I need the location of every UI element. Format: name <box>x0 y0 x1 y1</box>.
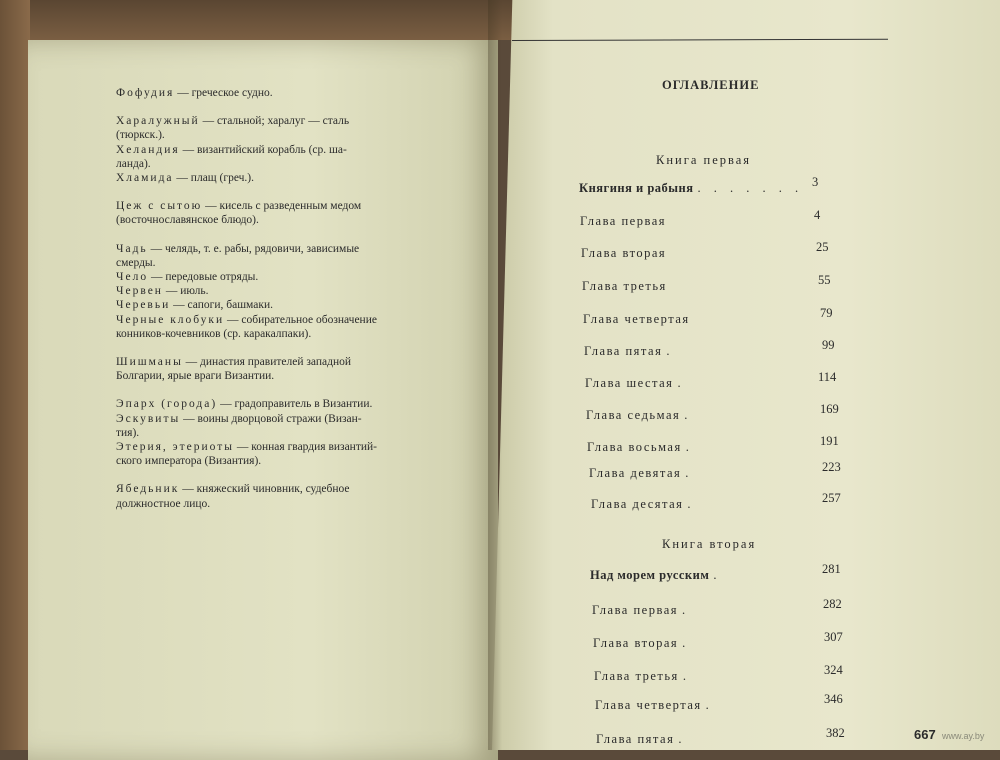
toc-row <box>594 663 843 684</box>
glossary-entry: Шишманы — династия правителей западной Болгарии, ярые враги Византии. <box>116 356 352 383</box>
toc-row-label: Глава четвертая <box>595 698 702 712</box>
toc-row-page: 169 <box>820 402 839 416</box>
toc-row <box>591 491 841 512</box>
toc-row <box>587 434 839 455</box>
toc-row <box>595 692 843 713</box>
toc-row-dots: . <box>682 669 691 683</box>
toc-row-page: 114 <box>818 370 837 384</box>
glossary-entry: Чело — передовые отряды. <box>116 271 259 284</box>
glossary-entry: Эскувиты — воины дворцовой стражи (Визан- тия). <box>116 412 362 439</box>
glossary-entry: Черевьи — сапоги, башмаки. <box>116 299 273 312</box>
glossary-entry: Чадь — челядь, т. е. рабы, рядовичи, зависимые смерды. <box>116 242 360 269</box>
toc-row-dots: . <box>682 636 691 650</box>
toc-row-dots: . <box>682 603 691 617</box>
toc-row-label: Глава третья <box>594 669 679 683</box>
glossary-entry: Этерия, этериоты — конная гвардия византий- ского императора (Византия). <box>116 441 377 468</box>
toc-title: ОГЛАВЛЕНИЕ <box>662 78 760 92</box>
glossary-entry: Хламида — плащ (греч.). <box>116 172 255 185</box>
toc-row-label: Глава седьмая <box>586 408 681 422</box>
toc-row-dots: . <box>713 568 722 582</box>
toc-row-label: Глава третья <box>582 279 667 293</box>
toc-row-page: 346 <box>824 692 843 706</box>
toc-row-label: Глава пятая <box>596 732 675 746</box>
toc-row-page: 257 <box>822 491 841 505</box>
toc-row <box>580 208 821 229</box>
toc-row-label: Глава первая <box>592 603 679 617</box>
book-two-heading: Книга вторая <box>662 537 757 551</box>
toc-row <box>579 175 819 196</box>
toc-row-page: 282 <box>823 597 842 611</box>
toc-row <box>585 370 837 391</box>
glossary <box>116 86 436 511</box>
glossary-entry: Черные клобуки — собирательное обозначение конников-кочевников (ср. каракалпаки). <box>116 313 377 340</box>
glossary-entry: Эпарх (города) — градоправитель в Византии. <box>116 398 373 411</box>
toc-row-dots: . <box>684 408 693 422</box>
toc-row <box>582 273 831 294</box>
toc-row-dots: . <box>687 497 696 511</box>
toc-row-dots: . <box>685 440 694 454</box>
toc-row-page: 25 <box>816 240 829 254</box>
desk-edge <box>0 0 30 750</box>
toc-row-page: 99 <box>822 338 835 352</box>
page-number: 667 <box>914 727 936 742</box>
toc-row-label: Глава десятая <box>591 497 684 511</box>
toc-row <box>583 306 833 327</box>
toc-row-label: Глава первая <box>580 214 667 228</box>
toc-row <box>584 338 835 359</box>
toc-row-page: 281 <box>822 562 841 576</box>
toc-row-label: Глава пятая <box>584 344 663 358</box>
toc-row-dots: . . . . . . . <box>697 181 804 195</box>
toc-row <box>592 597 842 618</box>
toc-row <box>593 630 843 651</box>
toc-row-label: Глава вторая <box>581 246 667 260</box>
toc-row-page: 382 <box>826 726 845 740</box>
glossary-entry: Хеландия — византийский корабль (ср. ша- ланда). <box>116 143 347 170</box>
toc-row <box>589 460 841 481</box>
toc-row-page: 3 <box>812 175 819 189</box>
toc-row <box>581 240 829 261</box>
book-one-heading: Книга первая <box>656 153 752 167</box>
toc-row-page: 191 <box>820 434 839 448</box>
toc-row <box>596 726 845 747</box>
toc-row-dots: . <box>678 732 687 746</box>
toc-row-dots: . <box>705 698 714 712</box>
toc-row-label: Княгиня и рабыня <box>579 181 694 195</box>
glossary-entry: Фофудия — греческое судно. <box>116 87 273 99</box>
glossary-entry: Харалужный — стальной; харалуг — сталь (тюркск.). <box>116 115 350 142</box>
toc-row-label: Глава вторая <box>593 636 679 650</box>
toc-row-dots: . <box>685 466 694 480</box>
toc-row-label: Глава четвертая <box>583 312 690 326</box>
toc-row-label: Глава девятая <box>589 466 682 480</box>
toc-row-label: Над морем русским <box>590 568 710 582</box>
glossary-entry: Цеж с сытою — кисель с разведенным медом (восточнославянское блюдо). <box>116 200 362 227</box>
toc-row-page: 4 <box>814 208 821 222</box>
toc-row-page: 324 <box>824 663 843 677</box>
toc-row-dots: . <box>666 344 675 358</box>
right-page <box>492 0 1000 750</box>
toc-row-page: 79 <box>820 306 833 320</box>
toc-row <box>586 402 839 423</box>
glossary-entry: Червен — июль. <box>116 285 209 298</box>
glossary-entry: Ябедьник — княжеский чиновник, судебное должностное лицо. <box>116 483 350 510</box>
book-gutter <box>488 0 502 750</box>
toc-row-page: 307 <box>824 630 843 644</box>
toc-row-label: Глава шестая <box>585 376 674 390</box>
toc-row-label: Глава восьмая <box>587 440 682 454</box>
toc-row <box>590 562 841 583</box>
toc-row-dots: . <box>677 376 686 390</box>
toc-row-page: 223 <box>822 460 841 474</box>
toc-row-page: 55 <box>818 273 831 287</box>
watermark: www.ay.by <box>942 731 985 741</box>
